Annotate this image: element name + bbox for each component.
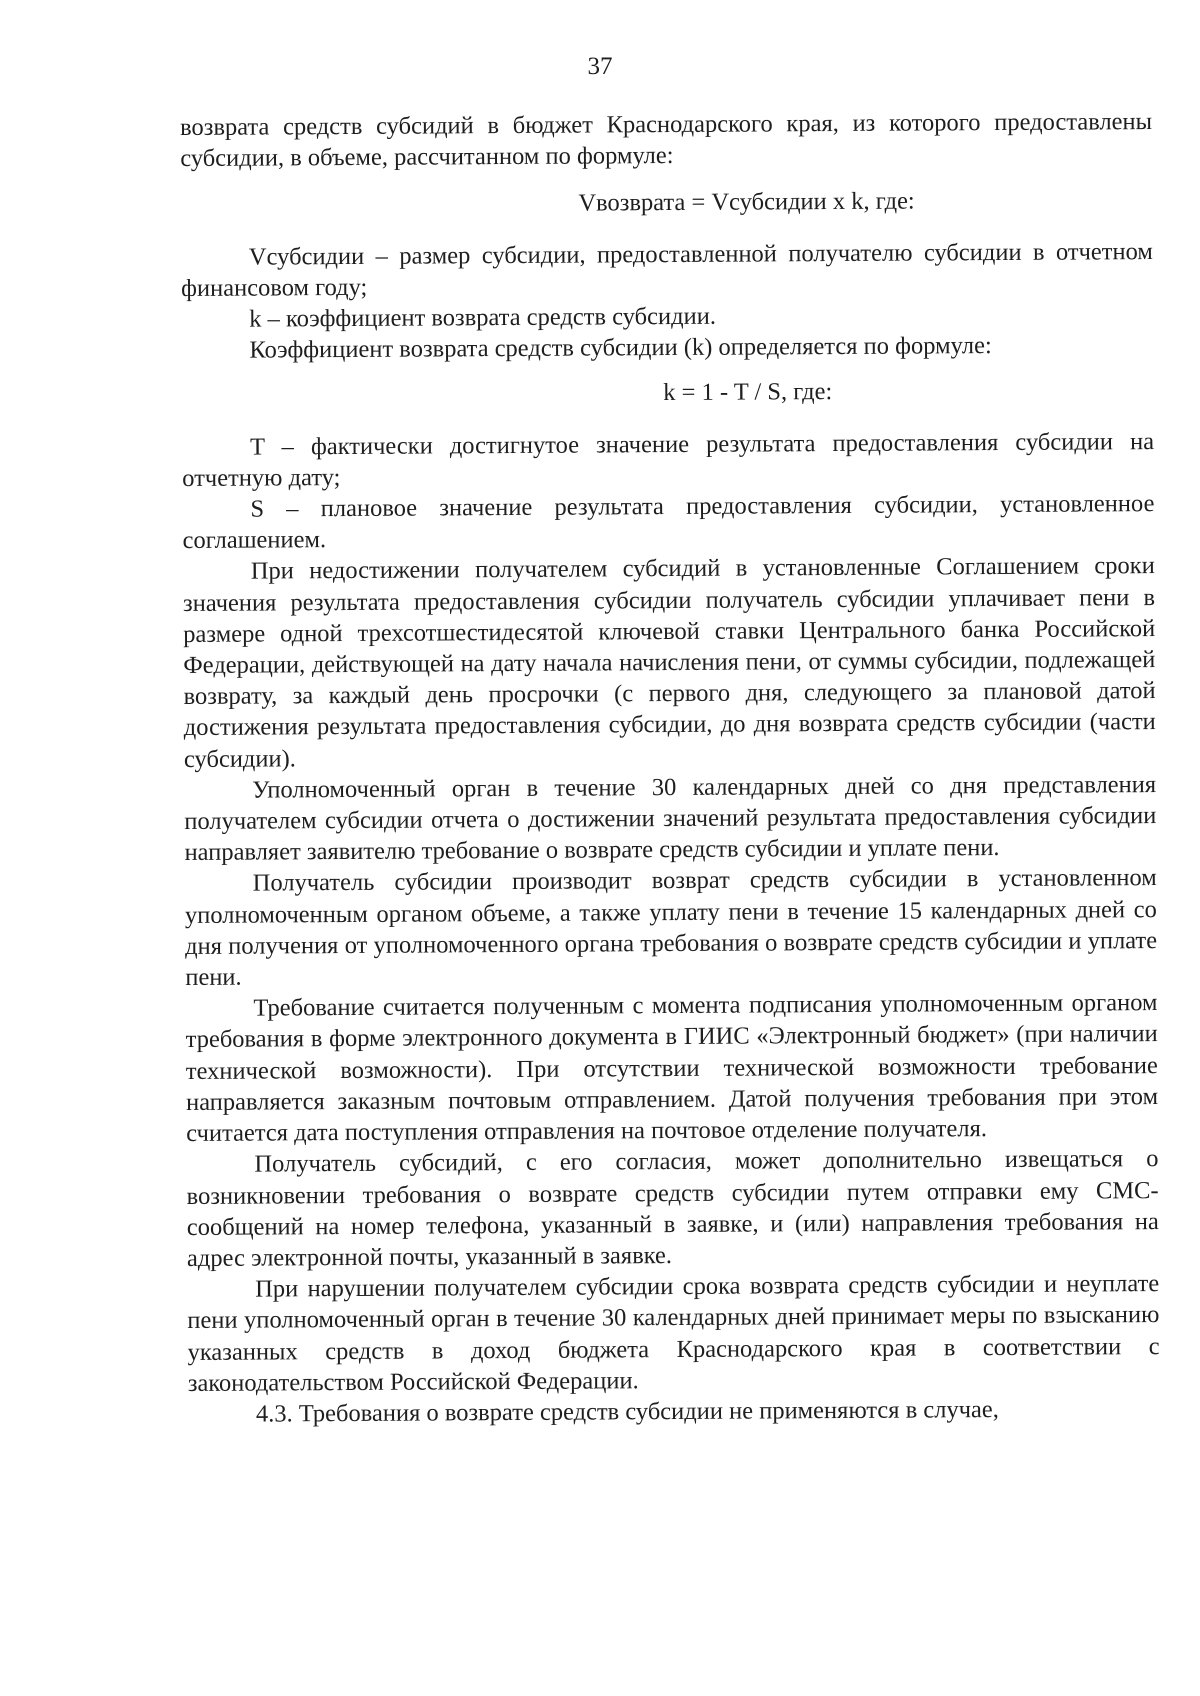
paragraph-k-definition: k – коэффициент возврата средств субсидии. [249, 302, 716, 333]
paragraph-section-4-3: 4.3. Требования о возврате средств субсидии не применяются в случае, [255, 1395, 999, 1428]
formula-coefficient: k = 1 - T / S, где: [663, 378, 833, 407]
document-body [180, 106, 1160, 1430]
paragraph-s-definition: S – плановое значение результата предоставления субсидии, установленное соглашением. [182, 490, 1155, 555]
paragraph-t-definition: T – фактически достигнутое значение результата предоставления субсидии на отчетную дату; [182, 427, 1155, 492]
paragraph-demand-receipt: Требование считается полученным с момента подписания уполномоченным органом требования в форме электронного документа в ГИИС «Электронный бюджет» (при наличии технической возможности). При отсутствии технической возможности требование направляется заказным почтовым отправлением. Датой получения требования при этом считается дата поступления отправления на почтовое отделение получателя. [185, 989, 1159, 1148]
paragraph-recovery-measures: При нарушении получателем субсидии срока возврата средств субсидии и неуплате пени уполномоченный орган в течение 30 календарных дней принимает меры по взысканию указанных средств в доход бюджета Краснодарского края в соответствии с законодательством Российской Федерации. [187, 1270, 1160, 1397]
paragraph-subsidy-size-definition: Vсубсидии – размер субсидии, предоставленной получателю субсидии в отчетном финансовом году; [180, 237, 1153, 302]
paragraph-recipient-return: Получатель субсидии производит возврат средств субсидии в установленном уполномоченным органом объеме, а также уплату пени в течение 15 календарных дней со дня получения от уполномоченного органа требования о возврате средств субсидии и уплате пени. [184, 864, 1158, 992]
page-number: 37 [587, 53, 613, 80]
paragraph-sms-notification: Получатель субсидий, с его согласия, может дополнительно извещаться о возникновении требования о возврате средств субсидии путем отправки ему СМС-сообщений на номер телефона, указанный в заявке, и (или) направления требования на адрес электронной почты, указанный в заявке. [186, 1145, 1159, 1272]
paragraph-k-formula-intro: Коэффициент возврата средств субсидии (k) определяется по формуле: [249, 332, 992, 364]
formula-return-volume: Vвозврата = Vсубсидии x k, где: [578, 187, 915, 217]
paragraph-penalty-terms: При недостижении получателем субсидий в установленные Соглашением сроки значения результата предоставления субсидии получатель субсидии уплачивает пени в размере одной трехсотшестидесятой ключевой ставки Центрального банка Российской Федерации, действующей на дату начала начисления пени, от суммы субсидии, подлежащей возврату, за каждый день просрочки (с первого дня, следующего за плановой датой достижения результата предоставления субсидии, до дня возврата средств субсидии (части субсидии). [182, 552, 1156, 773]
paragraph-return-intro: возврата средств субсидий в бюджет Краснодарского края, из которого предоставлены субсидии, в объеме, рассчитанном по формуле: [180, 108, 1153, 173]
paragraph-authority-demand: Уполномоченный орган в течение 30 календарных дней со дня представления получателем субсидии отчета о достижении значений результата предоставления субсидии направляет заявителю требование о возврате средств субсидии и уплате пени. [184, 770, 1157, 867]
